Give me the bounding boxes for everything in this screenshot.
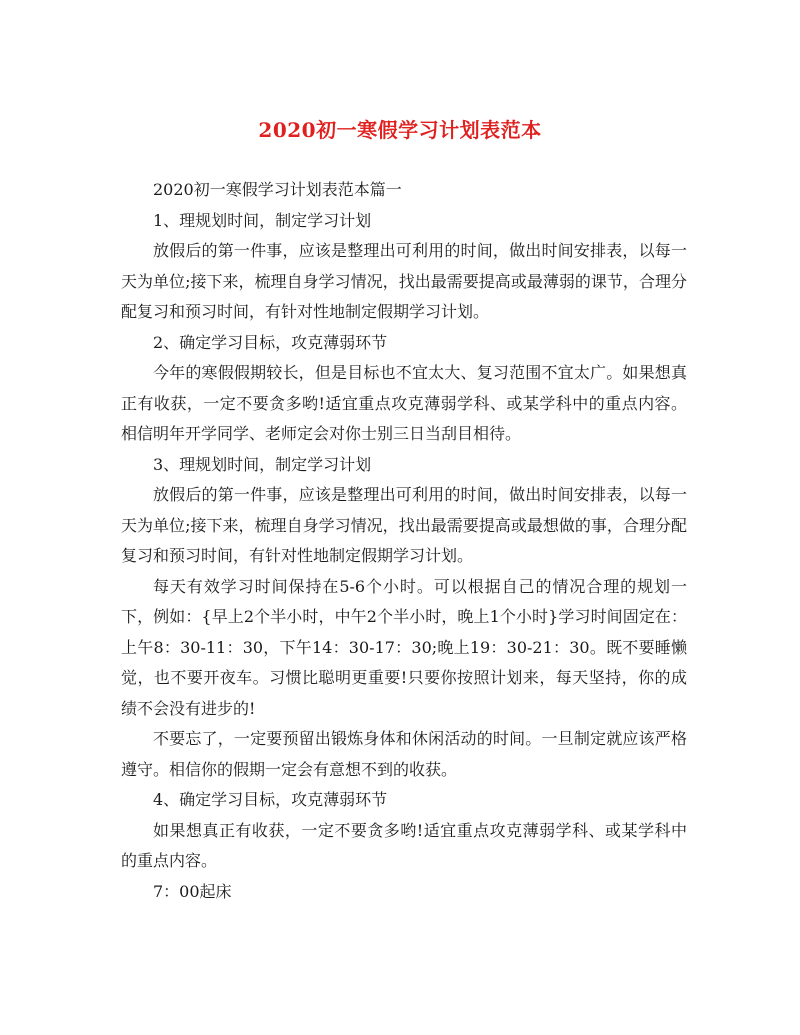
paragraph-6: 如果想真正有收获，一定不要贪多哟!适宜重点攻克薄弱学科、或某学科中的重点内容。 (121, 820, 687, 870)
paragraph-heading-1: 1、理规划时间，制定学习计划 (153, 210, 372, 230)
paragraph-heading-3: 3、理规划时间，制定学习计划 (153, 454, 372, 474)
paragraph-4: 每天有效学习时间保持在5-6个小时。可以根据自己的情况合理的规划一下，例如：{早上2个半小时，中午2个半小时，晚上1个小时}学习时间固定在：上午8：30-11：30，下午14：30-17：30;晚上19：30-21：30。既不要睡懒觉，也不要开夜车。习惯比聪明更重要!只要你按照计划来，每天坚持，你的成绩不会没有进步的! (121, 576, 687, 718)
paragraph-3: 放假后的第一件事，应该是整理出可利用的时间，做出时间安排表，以每一天为单位;接下来，梳理自身学习情况，找出最需要提高或最想做的事，合理分配复习和预习时间，有针对性地制定假期学习计划。 (121, 485, 687, 565)
paragraph-heading-4: 4、确定学习目标，攻克薄弱环节 (153, 790, 388, 809)
paragraph-subtitle: 2020初一寒假学习计划表范本篇一 (153, 180, 402, 199)
document-body (121, 175, 687, 907)
document-title: 2020初一寒假学习计划表范本 (258, 118, 542, 142)
paragraph-1: 放假后的第一件事，应该是整理出可利用的时间，做出时间安排表，以每一天为单位;接下来，梳理自身学习情况，找出最需要提高或最薄弱的课节，合理分配复习和预习时间，有针对性地制定假期学习计划。 (121, 241, 687, 321)
paragraph-heading-2: 2、确定学习目标，攻克薄弱环节 (153, 332, 388, 352)
paragraph-schedule-item: 7：00起床 (153, 881, 232, 901)
paragraph-2: 今年的寒假假期较长，但是目标也不宜太大、复习范围不宜太广。如果想真正有收获，一定不要贪多哟!适宜重点攻克薄弱学科、或某学科中的重点内容。相信明年开学同学、老师定会对你士别三日当刮目相待。 (121, 363, 687, 443)
paragraph-5: 不要忘了，一定要预留出锻炼身体和休闲活动的时间。一旦制定就应该严格遵守。相信你的假期一定会有意想不到的收获。 (121, 729, 687, 779)
